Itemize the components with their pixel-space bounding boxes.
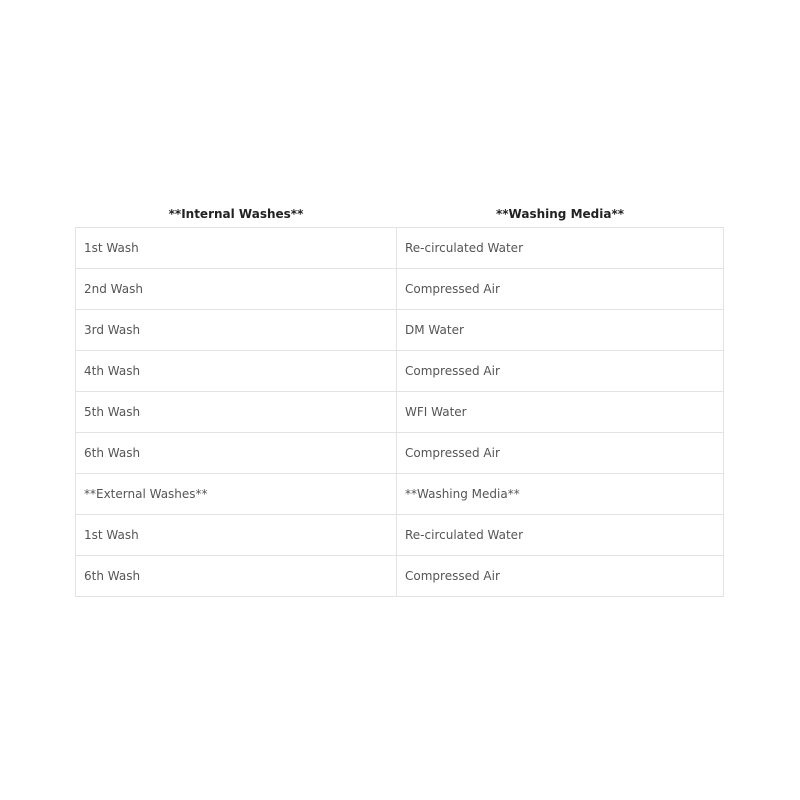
media-cell: Re-circulated Water	[397, 228, 724, 269]
wash-cell: 6th Wash	[76, 556, 397, 597]
wash-cell: 5th Wash	[76, 392, 397, 433]
table-row	[76, 351, 724, 392]
media-cell: Compressed Air	[397, 351, 724, 392]
wash-cell: **External Washes**	[76, 474, 397, 515]
table-row	[76, 228, 724, 269]
table-row	[76, 556, 724, 597]
media-cell: Compressed Air	[397, 269, 724, 310]
wash-cell: 2nd Wash	[76, 269, 397, 310]
media-cell: DM Water	[397, 310, 724, 351]
wash-cell: 1st Wash	[76, 515, 397, 556]
media-cell: Re-circulated Water	[397, 515, 724, 556]
header-washing-media: **Washing Media**	[496, 206, 624, 221]
wash-cell: 1st Wash	[76, 228, 397, 269]
wash-cell: 3rd Wash	[76, 310, 397, 351]
header-internal-washes: **Internal Washes**	[168, 206, 304, 221]
wash-cell: 6th Wash	[76, 433, 397, 474]
table-row	[76, 515, 724, 556]
table-row	[76, 392, 724, 433]
table-row	[76, 433, 724, 474]
wash-table	[75, 200, 724, 597]
media-cell: WFI Water	[397, 392, 724, 433]
media-cell: Compressed Air	[397, 556, 724, 597]
media-cell: Compressed Air	[397, 433, 724, 474]
table-row	[76, 269, 724, 310]
table-header-row	[76, 200, 724, 228]
table-row	[76, 474, 724, 515]
wash-table-container	[75, 200, 723, 597]
table-row	[76, 310, 724, 351]
media-cell: **Washing Media**	[397, 474, 724, 515]
wash-cell: 4th Wash	[76, 351, 397, 392]
